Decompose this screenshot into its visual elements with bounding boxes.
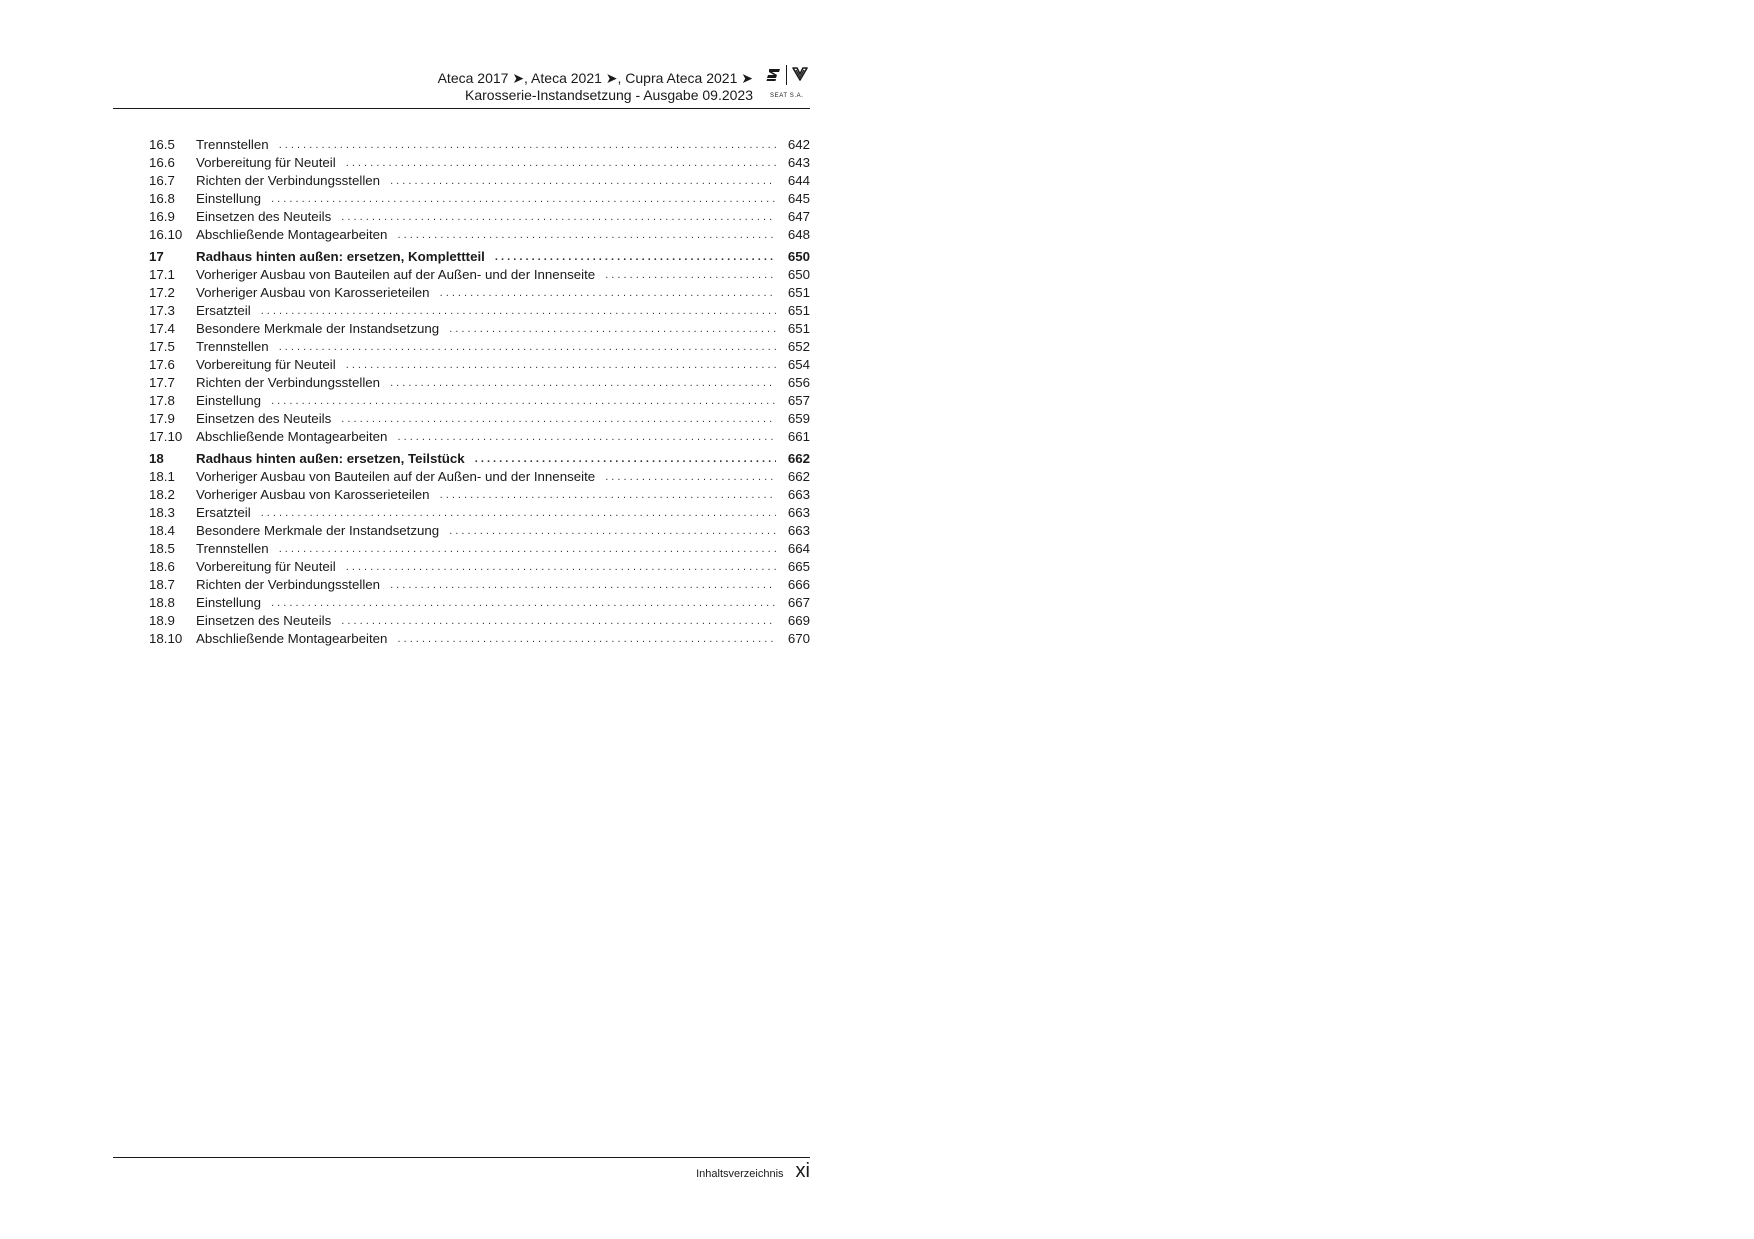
toc-entry-number: 17.6 (149, 357, 175, 372)
toc-entry-number: 18 (149, 451, 164, 466)
toc-dot-leader (346, 559, 776, 575)
toc-entry-number: 18.10 (149, 631, 183, 646)
toc-dot-leader (261, 303, 776, 319)
toc-entry-page: 651 (787, 285, 810, 300)
toc-dot-leader (397, 227, 776, 243)
toc-row[interactable] (149, 189, 810, 207)
toc-entry-page: 659 (787, 411, 810, 426)
toc-row[interactable] (149, 409, 810, 427)
toc-chapter-row[interactable] (149, 247, 810, 265)
toc-entry-title: Ersatzteil (196, 505, 251, 520)
page-footer (696, 1160, 810, 1186)
toc-entry-title: Vorbereitung für Neuteil (196, 155, 336, 170)
toc-entry-title: Abschließende Montagearbeiten (196, 631, 388, 646)
toc-entry-number: 18.7 (149, 577, 175, 592)
toc-entry-page: 661 (787, 429, 810, 444)
toc-dot-leader (346, 357, 776, 373)
footer-rule (113, 1157, 810, 1158)
toc-entry-title: Trennstellen (196, 339, 269, 354)
toc-row[interactable] (149, 373, 810, 391)
toc-entry-page: 651 (787, 303, 810, 318)
toc-entry-number: 17.3 (149, 303, 175, 318)
toc-entry-page: 651 (787, 321, 810, 336)
toc-entry-number: 18.9 (149, 613, 175, 628)
toc-dot-leader (605, 469, 776, 485)
toc-row[interactable] (149, 283, 810, 301)
toc-row[interactable] (149, 467, 810, 485)
toc-entry-title: Besondere Merkmale der Instandsetzung (196, 523, 440, 538)
toc-dot-leader (440, 487, 776, 503)
header-title: Ateca 2017 ➤, Ateca 2021 ➤, Cupra Ateca 2021 ➤ (437, 70, 753, 86)
toc-entry-page: 650 (787, 249, 810, 264)
toc-entry-title: Einsetzen des Neuteils (196, 411, 332, 426)
toc-row[interactable] (149, 539, 810, 557)
toc-entry-page: 664 (787, 541, 810, 556)
toc-entry-title: Abschließende Montagearbeiten (196, 227, 388, 242)
toc-row[interactable] (149, 319, 810, 337)
toc-dot-leader (475, 451, 776, 467)
toc-entry-page: 650 (787, 267, 810, 282)
toc-entry-number: 16.6 (149, 155, 175, 170)
toc-entry-number: 16.9 (149, 209, 175, 224)
toc-entry-number: 18.8 (149, 595, 175, 610)
toc-entry-page: 663 (787, 487, 810, 502)
toc-entry-title: Richten der Verbindungsstellen (196, 577, 381, 592)
toc-row[interactable] (149, 301, 810, 319)
toc-entry-title: Einsetzen des Neuteils (196, 613, 332, 628)
toc-dot-leader (397, 429, 776, 445)
toc-dot-leader (271, 393, 776, 409)
cupra-logo-icon (792, 67, 808, 81)
toc-entry-title: Einstellung (196, 393, 262, 408)
toc-dot-leader (495, 249, 776, 265)
toc-entry-page: 662 (787, 451, 810, 466)
toc-dot-leader (605, 267, 776, 283)
toc-dot-leader (341, 209, 776, 225)
toc-entry-number: 16.10 (149, 227, 183, 242)
toc-row[interactable] (149, 427, 810, 445)
toc-row[interactable] (149, 153, 810, 171)
toc-entry-page: 647 (787, 209, 810, 224)
toc-dot-leader (341, 411, 776, 427)
toc-entry-number: 17.5 (149, 339, 175, 354)
toc-entry-page: 642 (787, 137, 810, 152)
toc-entry-title: Richten der Verbindungsstellen (196, 173, 381, 188)
toc-entry-page: 669 (787, 613, 810, 628)
toc-entry-title: Radhaus hinten außen: ersetzen, Teilstück (196, 451, 465, 466)
toc-dot-leader (341, 613, 776, 629)
toc-entry-title: Vorheriger Ausbau von Karosserieteilen (196, 487, 430, 502)
toc-entry-title: Trennstellen (196, 541, 269, 556)
toc-dot-leader (449, 321, 776, 337)
toc-entry-number: 17.2 (149, 285, 175, 300)
toc-entry-number: 18.5 (149, 541, 175, 556)
toc-entry-title: Radhaus hinten außen: ersetzen, Komplettteil (196, 249, 485, 264)
toc-dot-leader (440, 285, 776, 301)
toc-entry-number: 18.6 (149, 559, 175, 574)
toc-entry-number: 16.8 (149, 191, 175, 206)
toc-entry-page: 654 (787, 357, 810, 372)
toc-dot-leader (271, 595, 776, 611)
toc-entry-page: 662 (787, 469, 810, 484)
toc-entry-number: 17.9 (149, 411, 175, 426)
footer-section-label: Inhaltsverzeichnis (696, 1168, 784, 1180)
toc-entry-title: Ersatzteil (196, 303, 251, 318)
toc-entry-page: 663 (787, 505, 810, 520)
toc-entry-title: Vorbereitung für Neuteil (196, 559, 336, 574)
table-of-contents (149, 135, 810, 647)
toc-entry-number: 17.8 (149, 393, 175, 408)
logo-text: SEAT S.A. (770, 93, 804, 99)
toc-entry-number: 18.4 (149, 523, 175, 538)
toc-entry-title: Richten der Verbindungsstellen (196, 375, 381, 390)
toc-entry-title: Vorheriger Ausbau von Karosserieteilen (196, 285, 430, 300)
toc-entry-title: Einstellung (196, 191, 262, 206)
toc-dot-leader (449, 523, 776, 539)
toc-dot-leader (397, 631, 776, 647)
toc-row[interactable] (149, 207, 810, 225)
toc-entry-page: 648 (787, 227, 810, 242)
brand-logo (764, 64, 810, 104)
toc-entry-page: 667 (787, 595, 810, 610)
toc-row[interactable] (149, 171, 810, 189)
toc-entry-title: Abschließende Montagearbeiten (196, 429, 388, 444)
toc-entry-number: 17.7 (149, 375, 175, 390)
toc-entry-page: 666 (787, 577, 810, 592)
toc-entry-page: 670 (787, 631, 810, 646)
toc-entry-page: 645 (787, 191, 810, 206)
toc-dot-leader (390, 577, 776, 593)
logo-divider (786, 65, 787, 85)
toc-entry-page: 657 (787, 393, 810, 408)
header-rule (113, 108, 810, 109)
toc-row[interactable] (149, 593, 810, 611)
toc-entry-title: Besondere Merkmale der Instandsetzung (196, 321, 440, 336)
toc-row[interactable] (149, 355, 810, 373)
page-header (113, 60, 810, 108)
toc-dot-leader (271, 191, 776, 207)
toc-entry-page: 656 (787, 375, 810, 390)
toc-entry-page: 643 (787, 155, 810, 170)
toc-row[interactable] (149, 503, 810, 521)
footer-page-number: xi (795, 1160, 810, 1182)
toc-dot-leader (279, 339, 776, 355)
toc-row[interactable] (149, 521, 810, 539)
toc-entry-page: 665 (787, 559, 810, 574)
toc-dot-leader (390, 375, 776, 391)
toc-entry-title: Vorheriger Ausbau von Bauteilen auf der Außen- und der Innenseite (196, 469, 596, 484)
toc-row[interactable] (149, 391, 810, 409)
toc-row[interactable] (149, 575, 810, 593)
toc-entry-title: Einstellung (196, 595, 262, 610)
toc-entry-title: Vorbereitung für Neuteil (196, 357, 336, 372)
toc-dot-leader (390, 173, 776, 189)
seat-logo-icon (766, 68, 782, 82)
toc-row[interactable] (149, 337, 810, 355)
toc-entry-title: Trennstellen (196, 137, 269, 152)
toc-dot-leader (279, 541, 776, 557)
toc-dot-leader (346, 155, 776, 171)
header-subtitle: Karosserie-Instandsetzung - Ausgabe 09.2023 (465, 87, 753, 103)
toc-entry-number: 16.7 (149, 173, 175, 188)
toc-entry-number: 18.3 (149, 505, 175, 520)
toc-dot-leader (261, 505, 776, 521)
toc-chapter-row[interactable] (149, 449, 810, 467)
toc-row[interactable] (149, 629, 810, 647)
toc-row[interactable] (149, 485, 810, 503)
toc-entry-number: 17.4 (149, 321, 175, 336)
toc-row[interactable] (149, 135, 810, 153)
toc-dot-leader (279, 137, 776, 153)
toc-entry-page: 652 (787, 339, 810, 354)
toc-entry-number: 16.5 (149, 137, 175, 152)
toc-entry-title: Vorheriger Ausbau von Bauteilen auf der Außen- und der Innenseite (196, 267, 596, 282)
toc-entry-number: 17 (149, 249, 164, 264)
toc-row[interactable] (149, 265, 810, 283)
toc-entry-title: Einsetzen des Neuteils (196, 209, 332, 224)
toc-entry-number: 18.1 (149, 469, 175, 484)
toc-entry-number: 17.10 (149, 429, 183, 444)
toc-row[interactable] (149, 557, 810, 575)
toc-row[interactable] (149, 611, 810, 629)
toc-row[interactable] (149, 225, 810, 243)
header-text (438, 70, 753, 104)
toc-entry-number: 17.1 (149, 267, 175, 282)
toc-entry-page: 663 (787, 523, 810, 538)
toc-entry-number: 18.2 (149, 487, 175, 502)
toc-entry-page: 644 (787, 173, 810, 188)
